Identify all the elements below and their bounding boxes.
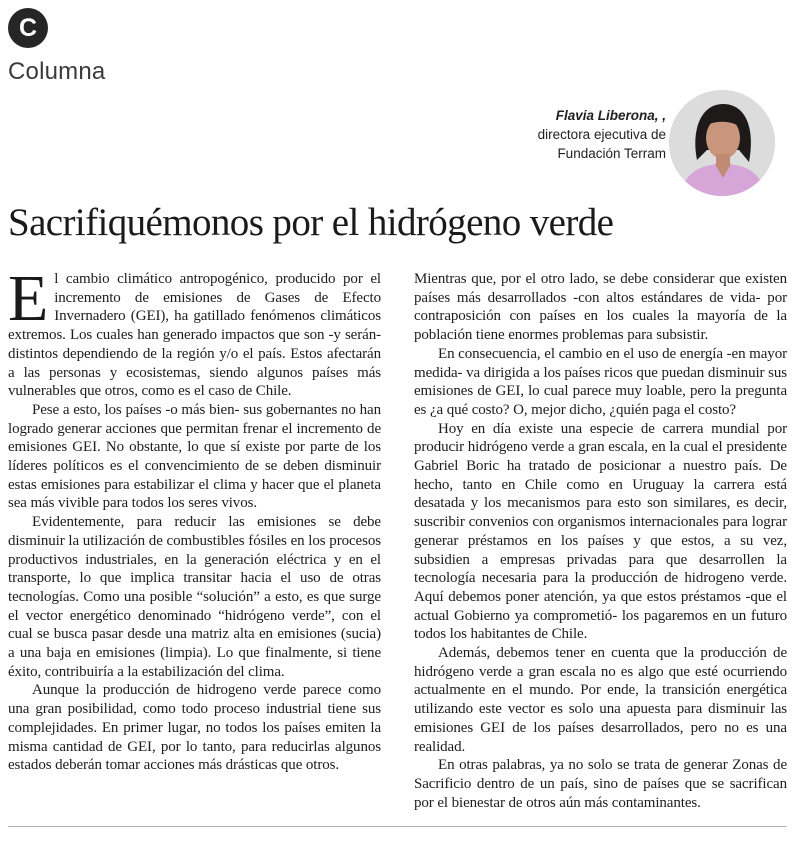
section-badge: C (8, 8, 48, 48)
article-paragraph: Pese a esto, los países -o más bien- sus gobernantes no han logrado generar acciones que permitan frenar el incremento de emisiones GEI. No obstante, lo que sí existe por parte de los líderes políticos es el convencimiento de se deben disminuir estas emisiones para estabilizar el clima y hacer que el planeta sea más vivible para todos los seres vivos. (8, 401, 381, 512)
article-column-right (414, 270, 787, 815)
author-role: directora ejecutiva de (537, 127, 666, 142)
article-column-left (8, 262, 381, 815)
author-block (538, 106, 666, 163)
section-label: Columna (8, 58, 106, 85)
author-organization: Fundación Terram (557, 146, 666, 161)
author-photo (669, 90, 775, 196)
author-name: Flavia Liberona, , (555, 108, 666, 123)
bottom-divider (8, 826, 787, 827)
article-paragraph: Evidentemente, para reducir las emisiones se debe disminuir la utilización de combustibles fósiles en los procesos productivos industriales, en la generación eléctrica y en el transporte, lo que implica transitar hacia el uso de otras tecnologías. Como una posible “solución” a esto, es que surge el vector energético denominado “hidrógeno verde”, con el cual se busca pasar desde una matriz alta en emisiones (sucia) a una baja en emisiones (limpia). Lo que finalmente, si tiene éxito, contribuiría a la estabilización del clima. (8, 514, 381, 680)
article-paragraph: Hoy en día existe una especie de carrera mundial por producir hidrógeno verde a gran escala, en la cual el presidente Gabriel Boric ha tratado de posicionar a nuestro país. De hecho, tanto en Chile como en Uruguay la carrera está desatada y los mecanismos para esto son similares, es decir, suscribir convenios con organismos internacionales para lograr generar préstamos en los países y que estos, a su vez, subsidien a empresas privadas para que desarrollen la tecnología necesaria para la producción de hidrogeno verde. Aquí debemos poner atención, ya que estos préstamos -que el actual Gobierno ya comprometió- los pagaremos en un futuro todos los habitantes de Chile. (414, 420, 787, 643)
author-portrait-image (669, 90, 775, 196)
article-body (8, 262, 787, 815)
article-paragraph (8, 262, 381, 401)
article-paragraph: Además, debemos tener en cuenta que la producción de hidrógeno verde a gran escala no es algo que esté ocurriendo actualmente en el mundo. Por ende, la transición energética utilizando este vector es solo una apuesta para disminuir las emisiones GEI de los países desarrollados, pero no es una realidad. (414, 645, 787, 755)
article-paragraph: Mientras que, por el otro lado, se debe considerar que existen países más desarrollados -con altos estándares de vida- por contraposición con países en los cuales la mayoría de la población tiene enormes problemas para subsistir. (414, 271, 787, 344)
drop-cap: E (8, 262, 49, 335)
paragraph-text: l cambio climático antropogénico, producido por el incremento de emisiones de Gases de Efecto Invernadero (GEI), ha gatillado fenómenos climáticos extremos. Los cuales han generado impactos que son -y serán- distintos dependiendo de la región y/o el país. Estos afectarán a las personas y ecosistemas, siendo algunos países más vulnerables que otros, como es el caso de Chile. (8, 271, 381, 400)
article-paragraph: En otras palabras, ya no solo se trata de generar Zonas de Sacrificio dentro de un país, sino de países que se sacrifican por el bienestar de otros aún más contaminantes. (414, 757, 787, 811)
article-paragraph: Aunque la producción de hidrogeno verde parece como una gran posibilidad, como todo proceso industrial tiene sus complejidades. En primer lugar, no todos los países emiten la misma cantidad de GEI, por lo tanto, para reducirlas algunos estados deberán tomar acciones más drásticas que otros. (8, 682, 381, 774)
article-title: Sacrifiquémonos por el hidrógeno verde (8, 201, 614, 244)
article-paragraph: En consecuencia, el cambio en el uso de energía -en mayor medida- va dirigida a los países ricos que puedan disminuir sus emisiones de GEI, lo cual parece muy loable, pero la pregunta es ¿a qué costo? O, mejor dicho, ¿quién paga el costo? (414, 345, 787, 418)
